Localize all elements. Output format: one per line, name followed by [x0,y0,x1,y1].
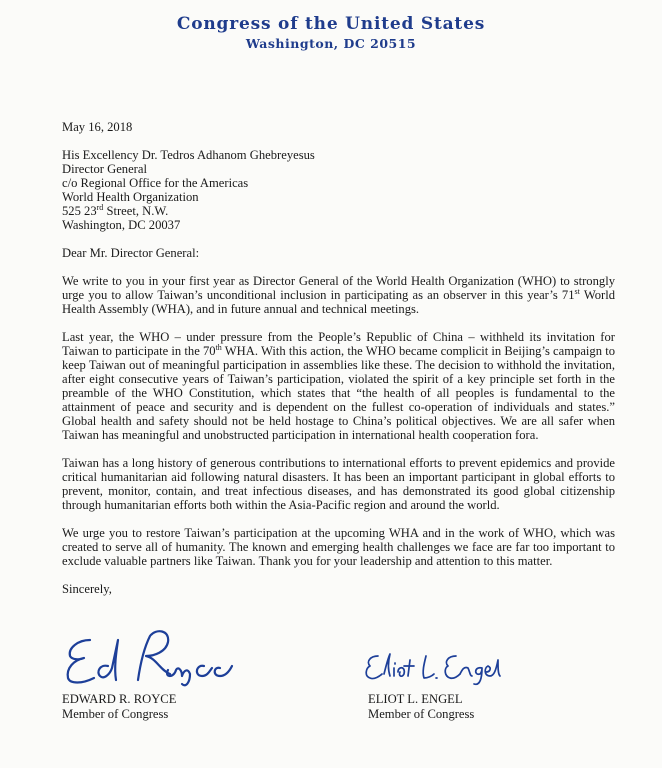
letter-body [62,120,615,596]
salutation: Dear Mr. Director General: [62,246,200,260]
signatory-1-title: Member of Congress [62,707,169,721]
letter-date: May 16, 2018 [62,120,133,134]
signatory-2-title: Member of Congress [368,707,475,721]
street-number: 525 23 [62,204,97,218]
paragraph-1-ordinal: st [574,287,580,296]
paragraph-3: Taiwan has a long history of generous contributions to international efforts to prevent epidemics and provide critical humanitarian aid following natural disasters. It has been an important participant in global efforts to prevent, monitor, contain, and treat infectious diseases, and has demonstrated its good global citizenship through humanitarian efforts both within the Asia-Pacific region and around the world. [62,456,615,512]
paragraph-2-text-a: Last year, the WHO – under pressure from the People’s Republic of China – withheld its invitation for Taiwan to participate in the 70 [62,330,615,358]
paragraph-2-ordinal: th [215,343,222,352]
street-rest: Street, N.W. [103,204,169,218]
signatory-2-name: ELIOT L. ENGEL [368,692,463,706]
signatory-1-name: EDWARD R. ROYCE [62,692,177,706]
closing: Sincerely, [62,582,112,596]
paragraph-1-text-b: World Health Assembly (WHA), and in future annual and technical meetings. [62,288,615,316]
recipient-address-block [62,148,615,232]
paragraph-2 [62,330,615,442]
recipient-name: His Excellency Dr. Tedros Adhanom Ghebreyesus [62,148,315,162]
recipient-city: Washington, DC 20037 [62,218,181,232]
paragraph-4: We urge you to restore Taiwan’s participation at the upcoming WHA and in the work of WHO, which was created to serve all of humanity. The known and emerging health challenges we face are far too important to exclude valuable partners like Taiwan. Thank you for your leadership and attention to this matter. [62,526,615,568]
letterhead-title: Congress of the United States [176,14,486,34]
recipient-title: Director General [62,162,147,176]
street-ordinal: rd [96,203,104,212]
recipient-street [62,204,615,218]
recipient-organization: World Health Organization [62,190,199,204]
signature-royce-image [60,626,250,688]
paragraph-1 [62,274,615,316]
recipient-care-of: c/o Regional Office for the Americas [62,176,249,190]
signature-engel-image [364,648,514,688]
letterhead-address: Washington, DC 20515 [245,36,417,51]
paragraph-2-text-b: WHA. With this action, the WHO became complicit in Beijing’s campaign to keep Taiwan out of meaningful participation in assemblies like these. The decision to withhold the invitation, after eight consecutive years of Taiwan’s participation, violated the spirit of a key principle set forth in the preamble of the WHO Constitution, which states that “the health of all peoples is fundamental to the attainment of peace and security and is dependent on the fullest co-operation of individuals and states.” Global health and safety should not be held hostage to China’s political objectives. We are all safer when Taiwan has meaningful and unobstructed participation in international health cooperation fora. [62,344,615,442]
letterhead [0,14,662,51]
paragraph-1-text-a: We write to you in your first year as Director General of the World Health Organization (WHO) to strongly urge you to allow Taiwan’s unconditional inclusion in participating as an observer in this year’s 71 [62,274,615,302]
